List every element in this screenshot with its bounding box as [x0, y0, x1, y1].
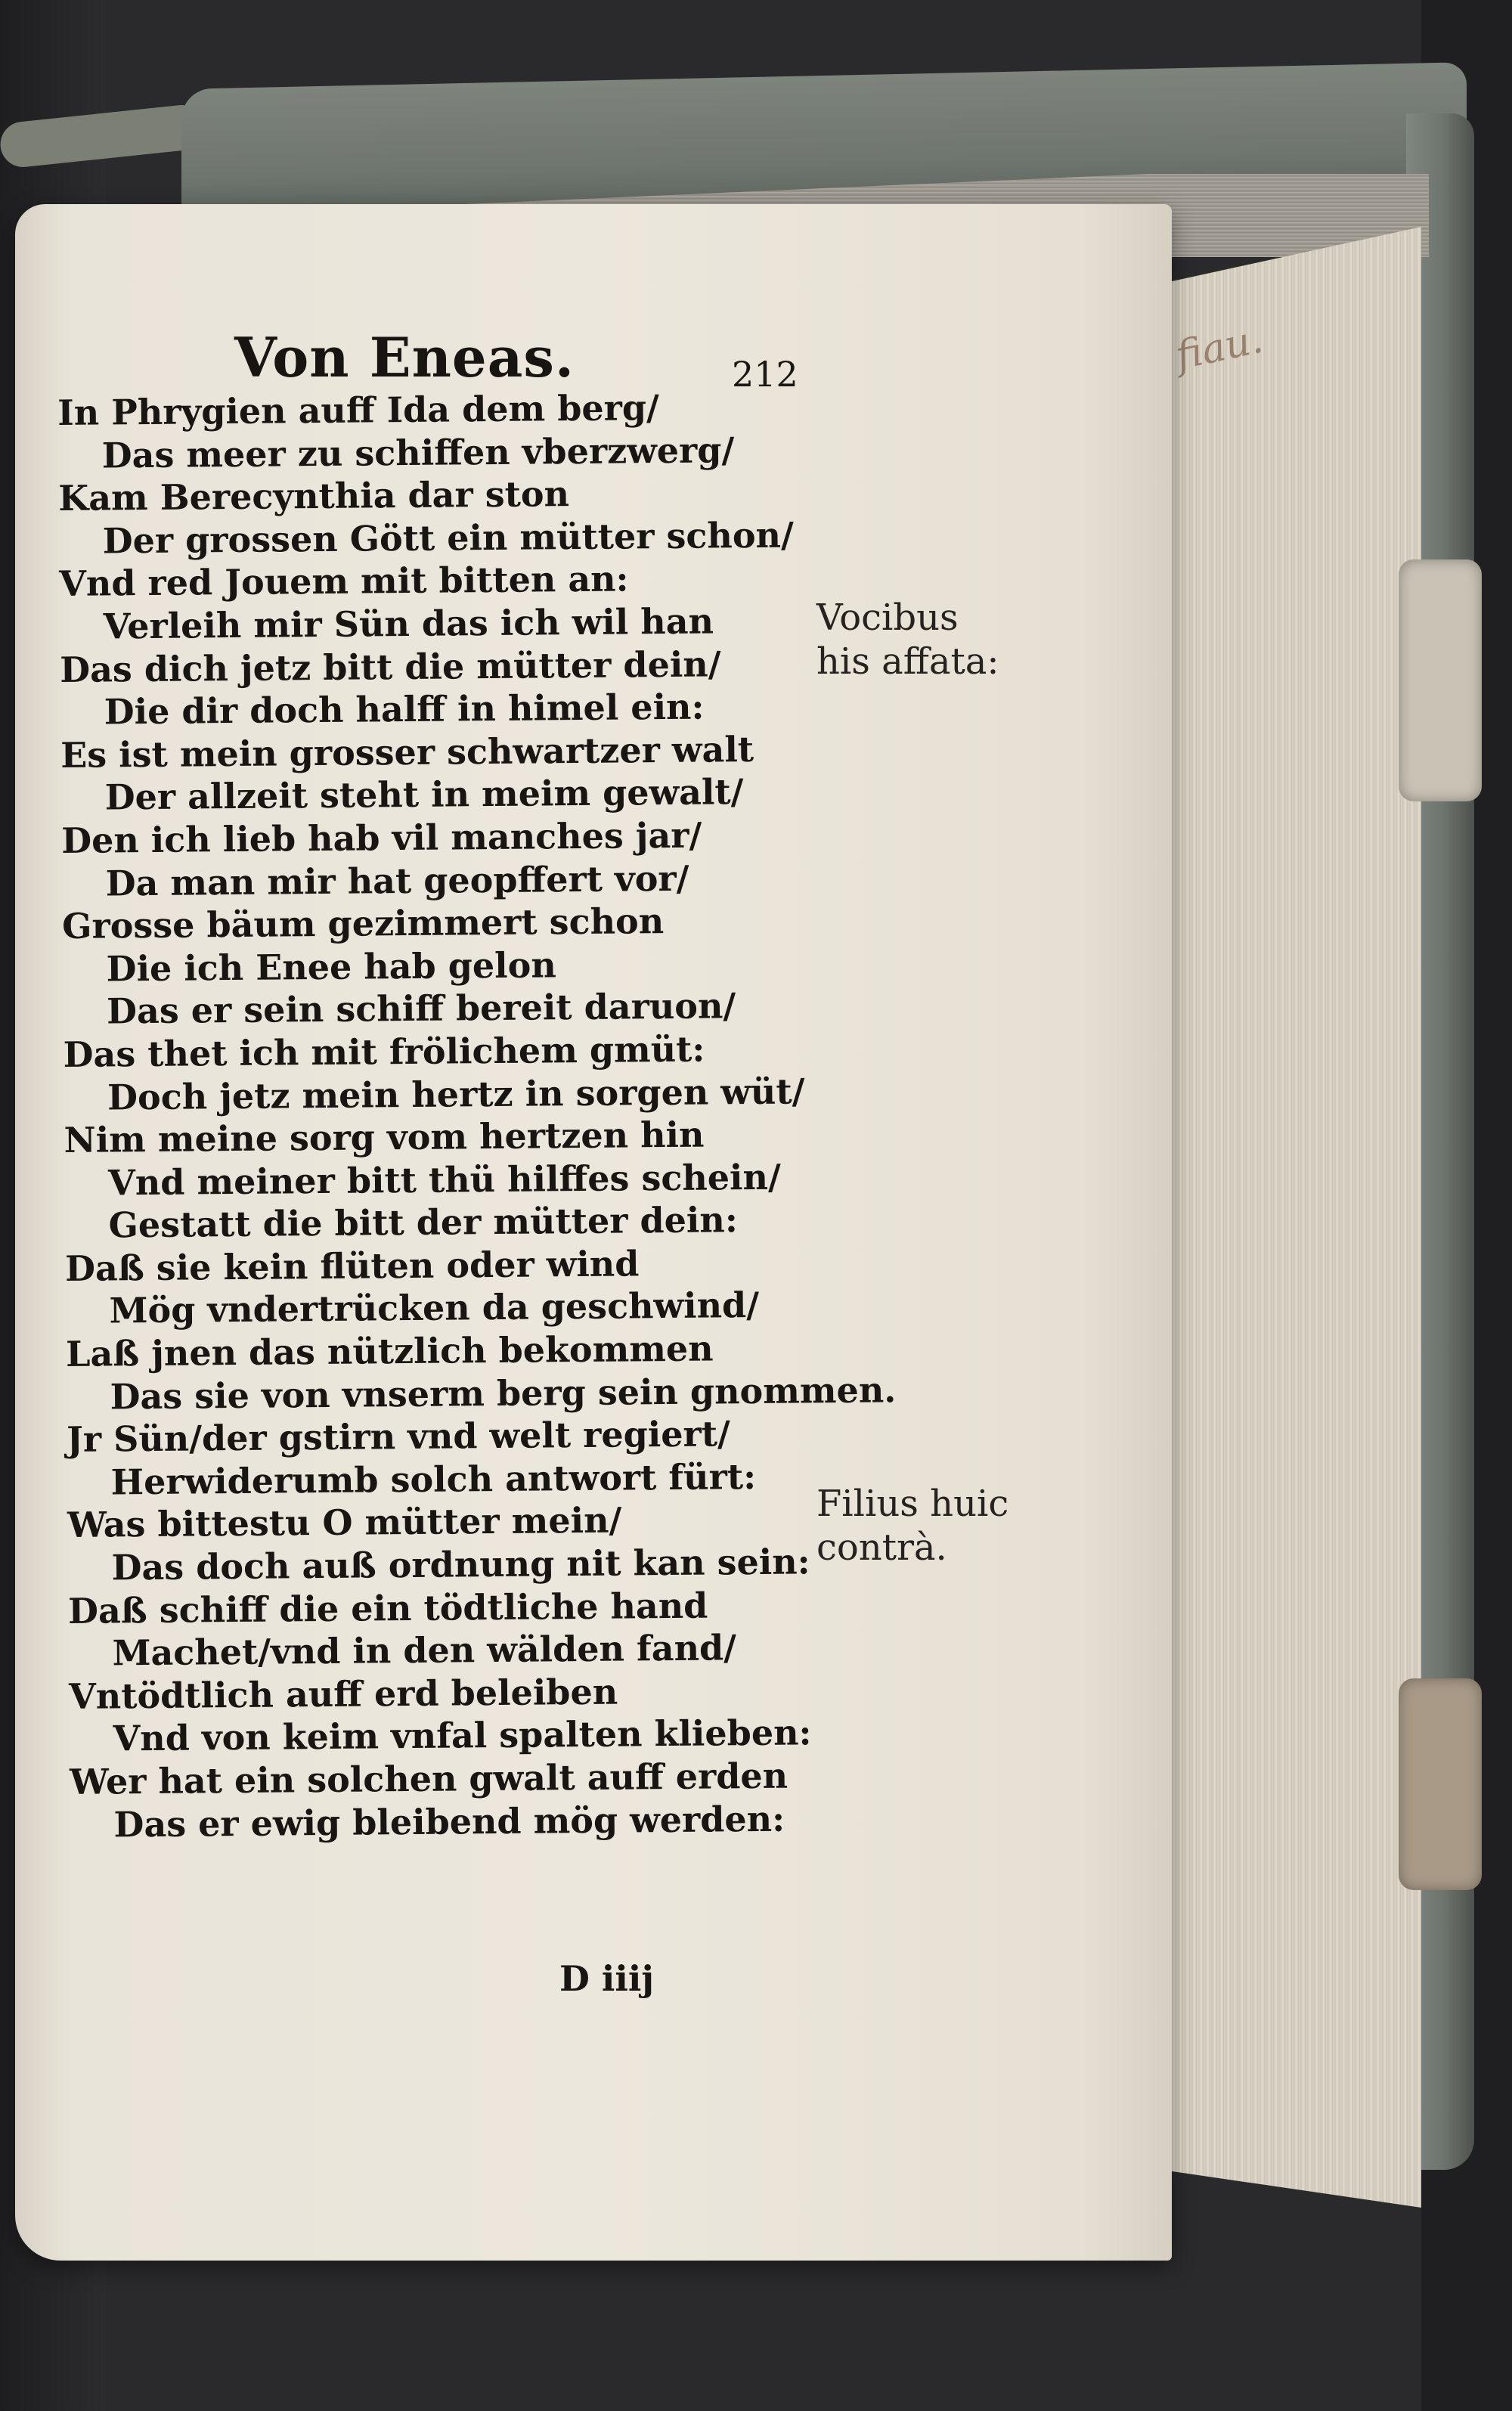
clasp-lower	[1399, 1678, 1482, 1890]
verse-line: Verleih mir Sün das ich wil han	[103, 600, 714, 647]
marginal-note-line: contrà.	[816, 1526, 947, 1569]
verse-line: Das er sein schiff bereit daruon/	[106, 985, 736, 1032]
verse-line: Der allzeit steht in meim gewalt/	[104, 771, 744, 818]
verse-line: In Phrygien auff Ida dem berg/	[57, 387, 660, 433]
verse-line: Mög vndertrücken da geschwind/	[109, 1285, 760, 1331]
marginal-note-line: his affata:	[816, 640, 999, 683]
verse-line: Vnd meiner bitt thü hilffes schein/	[107, 1156, 781, 1204]
verse-line: Daß schiff die ein tödtliche hand	[67, 1585, 708, 1632]
verse-line: Doch jetz mein hertz in sorgen wüt/	[107, 1070, 805, 1117]
verse-line: Das dich jetz bitt die mütter dein/	[59, 643, 721, 690]
marginal-note-line: Filius huic	[816, 1483, 1009, 1525]
verse-line: Den ich lieb hab vil manches jar/	[60, 814, 702, 861]
verse-line: Vntödtlich auff erd beleiben	[68, 1671, 618, 1717]
page-block-fore-edge	[1149, 227, 1421, 2208]
verse-line: Kam Berecynthia dar ston	[57, 473, 570, 519]
marginal-note-2	[816, 1482, 1009, 1570]
verse-line: Das er ewig bleibend mög werden:	[113, 1798, 785, 1845]
verse-line: Herwiderumb solch antwort fürt:	[110, 1455, 757, 1503]
clasp-upper	[1399, 559, 1482, 801]
verse-line: Es ist mein grosser schwartzer walt	[60, 728, 754, 776]
verse-line: Das meer zu schiffen vberzwerg/	[101, 429, 735, 476]
verse-line: Das doch auß ordnung nit kan sein:	[111, 1541, 810, 1588]
verse-line: Wer hat ein solchen gwalt auff erden	[69, 1755, 789, 1802]
verse-line: Machet/vnd in den wälden fand/	[112, 1627, 737, 1674]
edge-handwritten-note: fiau.	[1172, 316, 1267, 380]
verse-line: Das sie von vnserm berg sein gnommen.	[110, 1369, 897, 1418]
verse-line: Vnd red Jouem mit bitten an:	[58, 558, 629, 605]
marginal-note-1	[816, 596, 999, 683]
marginal-note-line: Vocibus	[816, 597, 959, 639]
signature-mark: D iiij	[559, 1958, 654, 1999]
verse-line: Der grossen Gött ein mütter schon/	[102, 514, 795, 562]
verse-line: Das thet ich mit frölichem gmüt:	[63, 1028, 705, 1075]
verse-line: Nim meine sorg vom hertzen hin	[64, 1114, 705, 1161]
folio-number: 212	[732, 354, 798, 395]
verse-line: Was bittestu O mütter mein/	[67, 1499, 622, 1546]
verse-line: Da man mir hat geopffert vor/	[105, 857, 689, 903]
verse-line: Daß sie kein flüten oder wind	[64, 1243, 640, 1289]
verse-line: Die dir doch halff in himel ein:	[104, 686, 705, 733]
verse-line: Jr Sün/der gstirn vnd welt regiert/	[66, 1413, 731, 1461]
verse-line: Vnd von keim vnfal spalten klieben:	[113, 1712, 812, 1759]
verse-line: Die ich Enee hab gelon	[106, 944, 556, 990]
verse-line: Laß jnen das nützlich bekommen	[65, 1328, 714, 1375]
running-title: Von Eneas.	[234, 325, 575, 389]
verse-line: Grosse bäum gezimmert schon	[61, 900, 665, 947]
verse-line: Gestatt die bitt der mütter dein:	[108, 1199, 739, 1246]
